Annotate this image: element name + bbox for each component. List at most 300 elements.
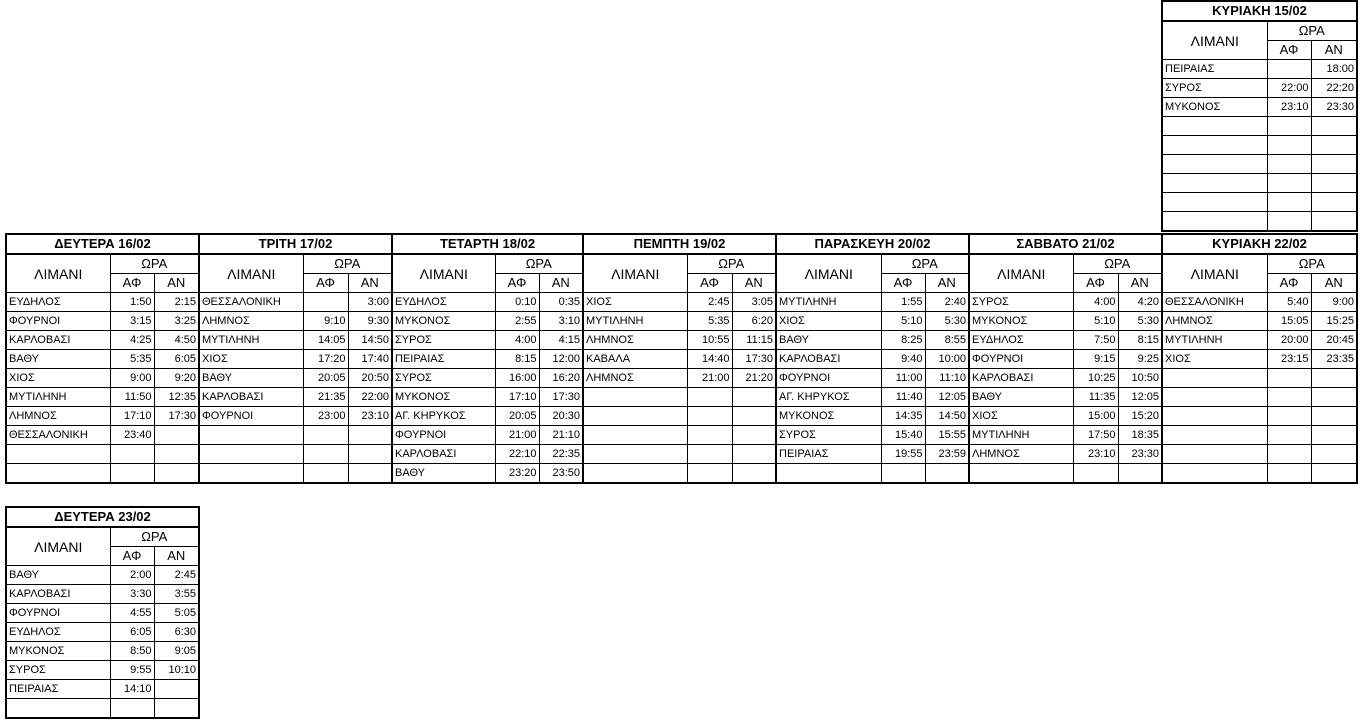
departure-time-cell: 23:30	[1311, 98, 1357, 117]
arrival-time-cell: 4:25	[110, 331, 154, 350]
arrival-time-cell: 9:40	[881, 350, 925, 369]
departure-time-cell	[154, 445, 199, 464]
time-column-header: ΩΡΑ	[1073, 254, 1162, 274]
arrival-time-cell: 1:55	[881, 293, 925, 312]
day-schedule-table	[391, 233, 584, 484]
port-cell	[1162, 174, 1267, 193]
arrival-time-cell: 9:15	[1073, 350, 1118, 369]
arrival-time-cell: 5:40	[1267, 293, 1311, 312]
arrival-time-cell: 8:15	[495, 350, 539, 369]
departure-time-cell: 4:50	[154, 331, 199, 350]
departure-time-cell: 17:40	[348, 350, 392, 369]
departure-time-cell	[348, 445, 392, 464]
arrival-time-cell	[1267, 369, 1311, 388]
departure-column-header: ΑΦ	[687, 274, 732, 293]
day-title: ΔΕΥΤΕΡΑ 16/02	[6, 234, 199, 254]
arrival-time-cell	[687, 445, 732, 464]
departure-time-cell: 21:10	[539, 426, 583, 445]
day-header-row	[6, 507, 199, 527]
table-row	[392, 426, 583, 445]
day-header-row	[1162, 234, 1357, 254]
arrival-time-cell: 9:10	[303, 312, 348, 331]
port-cell: ΜΥΚΟΝΟΣ	[1162, 98, 1267, 117]
arrival-time-cell: 21:35	[303, 388, 348, 407]
table-row	[6, 369, 199, 388]
arrival-time-cell: 1:50	[110, 293, 154, 312]
arrival-time-cell: 5:35	[110, 350, 154, 369]
table-row	[1162, 369, 1357, 388]
departure-time-cell: 3:10	[539, 312, 583, 331]
departure-column-header: ΑΦ	[495, 274, 539, 293]
table-row	[392, 445, 583, 464]
column-header-row	[6, 527, 199, 547]
port-cell	[583, 426, 687, 445]
arrival-time-cell: 10:55	[687, 331, 732, 350]
departure-column-header: ΑΦ	[1267, 41, 1311, 60]
departure-time-cell	[1118, 464, 1162, 484]
arrival-time-cell	[1267, 193, 1311, 212]
port-cell: ΣΥΡΟΣ	[392, 331, 495, 350]
departure-time-cell	[1311, 136, 1357, 155]
table-row	[776, 464, 969, 484]
arrival-time-cell: 2:45	[687, 293, 732, 312]
arrival-time-cell	[110, 699, 154, 719]
day-title: ΚΥΡΙΑΚΗ 15/02	[1162, 1, 1357, 21]
port-cell	[1162, 464, 1267, 484]
table-row	[392, 388, 583, 407]
day-schedule-table	[968, 233, 1163, 484]
arrival-time-cell: 23:10	[1267, 98, 1311, 117]
port-cell	[199, 426, 303, 445]
table-row	[969, 331, 1162, 350]
departure-time-cell: 9:20	[154, 369, 199, 388]
day-header-row	[392, 234, 583, 254]
arrival-time-cell: 17:10	[495, 388, 539, 407]
departure-time-cell	[925, 464, 969, 484]
table-row	[392, 312, 583, 331]
departure-time-cell: 15:20	[1118, 407, 1162, 426]
table-row	[392, 464, 583, 484]
table-row	[969, 350, 1162, 369]
arrival-time-cell	[1267, 388, 1311, 407]
port-cell: ΦΟΥΡΝΟΙ	[6, 604, 110, 623]
departure-time-cell	[732, 426, 776, 445]
departure-time-cell: 11:15	[732, 331, 776, 350]
arrival-time-cell: 4:55	[110, 604, 154, 623]
day-schedule-table	[5, 233, 200, 484]
table-row	[6, 680, 199, 699]
port-cell: ΕΥΔΗΛΟΣ	[6, 623, 110, 642]
port-cell: ΒΑΘΥ	[392, 464, 495, 484]
arrival-time-cell: 15:40	[881, 426, 925, 445]
time-column-header: ΩΡΑ	[495, 254, 583, 274]
time-column-header: ΩΡΑ	[303, 254, 392, 274]
departure-time-cell: 23:59	[925, 445, 969, 464]
port-cell: ΣΥΡΟΣ	[6, 661, 110, 680]
port-cell	[1162, 136, 1267, 155]
port-cell: ΧΙΟΣ	[1162, 350, 1267, 369]
departure-time-cell: 18:35	[1118, 426, 1162, 445]
table-row	[392, 407, 583, 426]
arrival-time-cell: 22:10	[495, 445, 539, 464]
arrival-time-cell	[1073, 464, 1118, 484]
table-row	[776, 312, 969, 331]
arrival-time-cell: 9:55	[110, 661, 154, 680]
time-column-header: ΩΡΑ	[110, 254, 199, 274]
departure-time-cell: 20:45	[1311, 331, 1357, 350]
table-row	[1162, 60, 1357, 79]
table-row	[199, 369, 392, 388]
departure-time-cell	[1311, 117, 1357, 136]
table-row	[1162, 464, 1357, 484]
departure-time-cell: 2:15	[154, 293, 199, 312]
arrival-time-cell: 21:00	[495, 426, 539, 445]
arrival-time-cell	[1267, 426, 1311, 445]
arrival-time-cell: 19:55	[881, 445, 925, 464]
departure-time-cell: 11:10	[925, 369, 969, 388]
port-cell: ΜΥΚΟΝΟΣ	[6, 642, 110, 661]
port-column-header: ΛΙΜΑΝΙ	[6, 254, 110, 293]
port-cell: ΜΥΤΙΛΗΝΗ	[583, 312, 687, 331]
port-cell: ΒΑΘΥ	[6, 566, 110, 585]
table-row	[583, 312, 776, 331]
port-cell: ΦΟΥΡΝΟΙ	[969, 350, 1073, 369]
arrival-column-header: ΑΝ	[539, 274, 583, 293]
port-cell: ΣΥΡΟΣ	[392, 369, 495, 388]
table-row	[1162, 426, 1357, 445]
departure-time-cell: 9:00	[1311, 293, 1357, 312]
port-cell: ΘΕΣΣΑΛΟΝΙΚΗ	[1162, 293, 1267, 312]
day-schedule-table	[1161, 0, 1358, 232]
table-row	[392, 350, 583, 369]
port-column-header: ΛΙΜΑΝΙ	[392, 254, 495, 293]
departure-time-cell: 12:00	[539, 350, 583, 369]
departure-time-cell: 14:50	[348, 331, 392, 350]
time-column-header: ΩΡΑ	[687, 254, 776, 274]
table-row	[199, 445, 392, 464]
departure-time-cell: 8:15	[1118, 331, 1162, 350]
arrival-time-cell	[881, 464, 925, 484]
day-header-row	[199, 234, 392, 254]
departure-time-cell: 9:25	[1118, 350, 1162, 369]
departure-time-cell: 5:30	[925, 312, 969, 331]
arrival-column-header: ΑΝ	[1118, 274, 1162, 293]
port-cell: ΜΥΤΙΛΗΝΗ	[6, 388, 110, 407]
arrival-time-cell	[303, 293, 348, 312]
table-row	[776, 293, 969, 312]
arrival-time-cell: 2:00	[110, 566, 154, 585]
table-row	[199, 350, 392, 369]
departure-time-cell	[1311, 445, 1357, 464]
table-row	[6, 464, 199, 484]
departure-time-cell: 0:35	[539, 293, 583, 312]
departure-time-cell: 23:30	[1118, 445, 1162, 464]
departure-time-cell	[154, 464, 199, 484]
port-cell	[583, 464, 687, 484]
arrival-time-cell: 2:55	[495, 312, 539, 331]
departure-time-cell: 17:30	[154, 407, 199, 426]
table-row	[1162, 331, 1357, 350]
departure-time-cell: 6:05	[154, 350, 199, 369]
arrival-column-header: ΑΝ	[925, 274, 969, 293]
departure-time-cell: 22:35	[539, 445, 583, 464]
arrival-column-header: ΑΝ	[732, 274, 776, 293]
arrival-time-cell: 5:10	[1073, 312, 1118, 331]
arrival-time-cell: 5:35	[687, 312, 732, 331]
arrival-time-cell	[303, 426, 348, 445]
table-row	[1162, 212, 1357, 232]
table-row	[583, 407, 776, 426]
day-title: ΚΥΡΙΑΚΗ 22/02	[1162, 234, 1357, 254]
table-row	[1162, 174, 1357, 193]
table-row	[1162, 293, 1357, 312]
departure-time-cell	[348, 464, 392, 484]
port-cell	[583, 407, 687, 426]
departure-time-cell: 9:30	[348, 312, 392, 331]
port-cell	[583, 445, 687, 464]
day-header-row	[776, 234, 969, 254]
port-cell: ΜΥΤΙΛΗΝΗ	[776, 293, 881, 312]
table-row	[6, 699, 199, 719]
arrival-time-cell: 22:00	[1267, 79, 1311, 98]
table-row	[776, 445, 969, 464]
table-row	[6, 388, 199, 407]
table-row	[1162, 117, 1357, 136]
table-row	[6, 426, 199, 445]
table-row	[583, 388, 776, 407]
table-row	[6, 604, 199, 623]
arrival-time-cell: 5:10	[881, 312, 925, 331]
arrival-time-cell: 8:50	[110, 642, 154, 661]
arrival-time-cell	[110, 445, 154, 464]
table-row	[6, 312, 199, 331]
arrival-time-cell	[1267, 212, 1311, 232]
arrival-time-cell: 6:05	[110, 623, 154, 642]
arrival-time-cell: 23:20	[495, 464, 539, 484]
arrival-time-cell: 16:00	[495, 369, 539, 388]
day-schedule-table	[5, 506, 200, 719]
port-cell: ΠΕΙΡΑΙΑΣ	[392, 350, 495, 369]
departure-column-header: ΑΦ	[110, 547, 154, 566]
port-cell: ΛΗΜΝΟΣ	[583, 331, 687, 350]
table-row	[583, 445, 776, 464]
arrival-time-cell: 17:10	[110, 407, 154, 426]
table-row	[1162, 79, 1357, 98]
table-row	[969, 388, 1162, 407]
arrival-time-cell: 17:50	[1073, 426, 1118, 445]
arrival-time-cell: 8:25	[881, 331, 925, 350]
day-header-row	[1162, 1, 1357, 21]
arrival-column-header: ΑΝ	[1311, 274, 1357, 293]
table-row	[6, 350, 199, 369]
port-cell: ΠΕΙΡΑΙΑΣ	[6, 680, 110, 699]
day-header-row	[583, 234, 776, 254]
departure-time-cell	[154, 699, 199, 719]
port-cell: ΠΕΙΡΑΙΑΣ	[776, 445, 881, 464]
day-schedule-table	[775, 233, 970, 484]
arrival-time-cell	[687, 426, 732, 445]
port-column-header: ΛΙΜΑΝΙ	[969, 254, 1073, 293]
arrival-column-header: ΑΝ	[1311, 41, 1357, 60]
port-cell	[6, 464, 110, 484]
departure-time-cell: 17:30	[539, 388, 583, 407]
departure-time-cell: 3:55	[154, 585, 199, 604]
port-cell	[776, 464, 881, 484]
arrival-time-cell: 0:10	[495, 293, 539, 312]
day-title: ΣΑΒΒΑΤΟ 21/02	[969, 234, 1162, 254]
port-cell: ΠΕΙΡΑΙΑΣ	[1162, 60, 1267, 79]
time-column-header: ΩΡΑ	[1267, 21, 1357, 41]
port-cell	[1162, 369, 1267, 388]
column-header-row	[776, 254, 969, 274]
port-column-header: ΛΙΜΑΝΙ	[6, 527, 110, 566]
departure-time-cell	[1311, 369, 1357, 388]
table-row	[776, 407, 969, 426]
departure-time-cell: 3:00	[348, 293, 392, 312]
table-row	[6, 445, 199, 464]
day-title: ΔΕΥΤΕΡΑ 23/02	[6, 507, 199, 527]
table-row	[1162, 312, 1357, 331]
departure-time-cell: 4:15	[539, 331, 583, 350]
arrival-time-cell	[1267, 155, 1311, 174]
table-row	[776, 369, 969, 388]
departure-time-cell: 23:35	[1311, 350, 1357, 369]
table-row	[6, 661, 199, 680]
day-header-row	[969, 234, 1162, 254]
table-row	[6, 585, 199, 604]
departure-time-cell: 14:50	[925, 407, 969, 426]
departure-column-header: ΑΦ	[303, 274, 348, 293]
departure-time-cell	[1311, 464, 1357, 484]
departure-time-cell: 6:30	[154, 623, 199, 642]
port-cell: ΣΥΡΟΣ	[969, 293, 1073, 312]
table-row	[199, 312, 392, 331]
port-cell: ΦΟΥΡΝΟΙ	[6, 312, 110, 331]
departure-time-cell: 2:40	[925, 293, 969, 312]
table-row	[583, 293, 776, 312]
port-cell: ΒΑΘΥ	[199, 369, 303, 388]
departure-time-cell	[1311, 174, 1357, 193]
table-row	[969, 426, 1162, 445]
port-cell: ΛΗΜΝΟΣ	[199, 312, 303, 331]
arrival-time-cell: 14:40	[687, 350, 732, 369]
departure-time-cell	[1311, 193, 1357, 212]
departure-time-cell	[732, 407, 776, 426]
departure-time-cell	[732, 445, 776, 464]
table-row	[6, 407, 199, 426]
departure-time-cell	[1311, 407, 1357, 426]
departure-time-cell: 23:50	[539, 464, 583, 484]
port-cell: ΜΥΚΟΝΟΣ	[392, 312, 495, 331]
table-row	[1162, 193, 1357, 212]
arrival-time-cell	[110, 464, 154, 484]
port-cell: ΧΙΟΣ	[6, 369, 110, 388]
port-cell: ΛΗΜΝΟΣ	[969, 445, 1073, 464]
arrival-time-cell: 23:15	[1267, 350, 1311, 369]
port-cell	[1162, 193, 1267, 212]
arrival-time-cell	[1267, 407, 1311, 426]
table-row	[776, 388, 969, 407]
table-row	[1162, 98, 1357, 117]
port-cell	[1162, 212, 1267, 232]
table-row	[199, 293, 392, 312]
arrival-column-header: ΑΝ	[154, 274, 199, 293]
departure-time-cell	[1311, 212, 1357, 232]
departure-time-cell	[348, 426, 392, 445]
departure-time-cell: 17:30	[732, 350, 776, 369]
departure-time-cell	[1311, 388, 1357, 407]
port-cell: ΜΥΤΙΛΗΝΗ	[969, 426, 1073, 445]
arrival-time-cell: 3:15	[110, 312, 154, 331]
departure-time-cell: 10:00	[925, 350, 969, 369]
departure-time-cell: 3:05	[732, 293, 776, 312]
departure-time-cell: 12:35	[154, 388, 199, 407]
table-row	[6, 293, 199, 312]
time-column-header: ΩΡΑ	[110, 527, 199, 547]
table-row	[969, 464, 1162, 484]
departure-time-cell: 22:20	[1311, 79, 1357, 98]
day-schedule-table	[582, 233, 777, 484]
arrival-time-cell: 20:05	[495, 407, 539, 426]
port-cell: ΜΥΚΟΝΟΣ	[392, 388, 495, 407]
port-cell	[199, 445, 303, 464]
port-cell: ΦΟΥΡΝΟΙ	[199, 407, 303, 426]
departure-time-cell: 5:30	[1118, 312, 1162, 331]
departure-time-cell: 4:20	[1118, 293, 1162, 312]
table-row	[6, 642, 199, 661]
table-row	[583, 331, 776, 350]
column-header-row	[1162, 254, 1357, 274]
table-row	[583, 350, 776, 369]
port-cell	[969, 464, 1073, 484]
port-cell: ΧΙΟΣ	[969, 407, 1073, 426]
table-row	[1162, 445, 1357, 464]
port-cell: ΧΙΟΣ	[776, 312, 881, 331]
departure-time-cell: 8:55	[925, 331, 969, 350]
departure-time-cell: 10:10	[154, 661, 199, 680]
arrival-column-header: ΑΝ	[348, 274, 392, 293]
arrival-time-cell	[687, 388, 732, 407]
departure-time-cell: 21:20	[732, 369, 776, 388]
arrival-time-cell: 14:05	[303, 331, 348, 350]
port-cell	[199, 464, 303, 484]
day-title: ΤΡΙΤΗ 17/02	[199, 234, 392, 254]
port-column-header: ΛΙΜΑΝΙ	[199, 254, 303, 293]
port-cell: ΜΥΤΙΛΗΝΗ	[199, 331, 303, 350]
port-cell	[1162, 388, 1267, 407]
port-cell: ΚΑΡΛΟΒΑΣΙ	[6, 331, 110, 350]
table-row	[776, 331, 969, 350]
table-row	[969, 407, 1162, 426]
arrival-time-cell	[1267, 117, 1311, 136]
port-column-header: ΛΙΜΑΝΙ	[1162, 21, 1267, 60]
table-row	[199, 331, 392, 350]
table-row	[6, 331, 199, 350]
arrival-time-cell	[1267, 60, 1311, 79]
day-title: ΠΑΡΑΣΚΕΥΗ 20/02	[776, 234, 969, 254]
arrival-time-cell: 23:40	[110, 426, 154, 445]
port-cell: ΘΕΣΣΑΛΟΝΙΚΗ	[6, 426, 110, 445]
arrival-time-cell: 23:00	[303, 407, 348, 426]
table-row	[392, 331, 583, 350]
departure-time-cell	[154, 426, 199, 445]
table-row	[1162, 350, 1357, 369]
column-header-row	[392, 254, 583, 274]
table-row	[1162, 407, 1357, 426]
port-cell: ΕΥΔΗΛΟΣ	[392, 293, 495, 312]
departure-time-cell	[1311, 426, 1357, 445]
port-cell: ΒΑΘΥ	[969, 388, 1073, 407]
